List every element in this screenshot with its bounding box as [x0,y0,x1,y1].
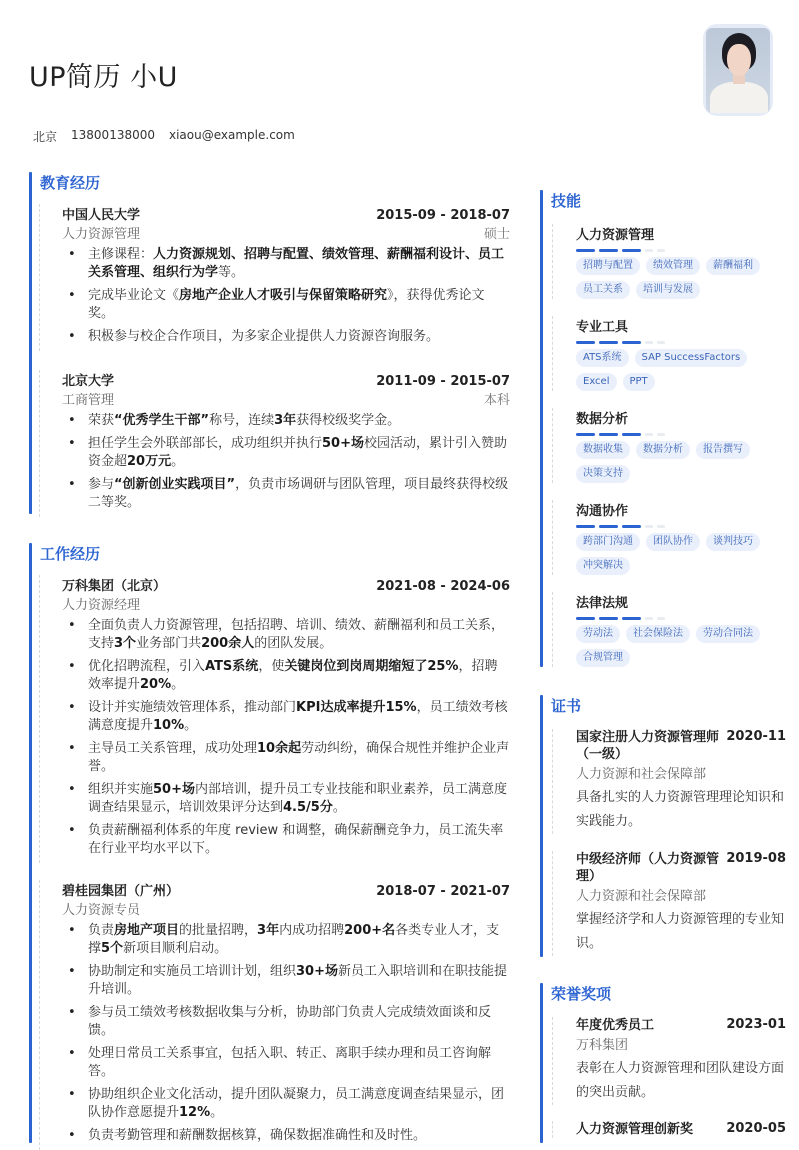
certificate-entry [552,729,786,834]
certificate-entry [552,851,786,956]
contact-phone: 13800138000 [71,128,155,142]
skill-name: 人力资源管理 [576,228,655,243]
work-entry [39,880,510,1150]
award-name: 年度优秀员工 [576,1018,655,1033]
skill-level-bar [576,249,776,252]
certificate-date: 2019-08 [726,851,786,866]
bullet-item: • 负责房地产项目的批量招聘，3年内成功招聘200+名各类专业人才，支撑5个新项目顺利启动。 [88,922,510,958]
skill-tag: 冲突解决 [576,557,630,575]
section-accent-bar [29,172,32,514]
skill-level-bar [576,617,776,620]
education-section [29,172,511,514]
section-title: 证书 [551,697,582,715]
skill-tag: 数据分析 [636,441,690,459]
job-position: 人力资源专员 [62,903,141,918]
award-description: 表彰在人力资源管理和团队建设方面的突出贡献。 [576,1061,785,1100]
work-section [29,543,511,1143]
skill-tag: 员工关系 [576,281,630,299]
bullet-item: • 参与员工绩效考核数据收集与分析，协助部门负责人完成绩效面谈和反馈。 [88,1004,510,1040]
work-date: 2021-08 - 2024-06 [376,579,510,594]
section-title: 技能 [551,192,582,210]
skill-group [552,316,776,391]
bullet-item: • 主导员工关系管理，成功处理10余起劳动纠纷，确保合规性并维护企业声誉。 [88,740,510,776]
company-name: 碧桂园集团（广州） [62,884,180,899]
award-date: 2020-05 [726,1121,786,1136]
skill-tag: 绩效管理 [646,257,700,275]
skill-name: 数据分析 [576,412,629,427]
skill-tag: SAP SuccessFactors [635,349,748,367]
bullet-item: • 优化招聘流程，引入ATS系统，使关键岗位到岗周期缩短了25%，招聘效率提升20%。 [88,658,510,694]
skill-tag: 合规管理 [576,649,630,667]
profile-photo-image [706,28,770,113]
work-bullets [62,617,510,858]
skill-tags [576,625,776,667]
skill-tags [576,533,776,575]
education-date: 2011-09 - 2015-07 [376,374,510,389]
award-date: 2023-01 [726,1017,786,1032]
skill-name: 法律法规 [576,596,629,611]
skill-tag: PPT [623,373,655,391]
degree: 硕士 [483,227,510,242]
bullet-item: • 担任学生会外联部部长，成功组织并执行50+场校园活动，累计引入赞助资金超20万元。 [88,435,510,471]
certificate-name: 中级经济师（人力资源管理） [576,852,720,884]
skill-tag: 劳动法 [576,625,620,643]
certificates-section [540,695,786,957]
skill-tags [576,441,776,483]
candidate-name: UP简历 小U [29,62,178,93]
bullet-item: • 积极参与校企合作项目，为多家企业提供人力资源咨询服务。 [88,328,510,346]
bullet-item: • 协助组织企业文化活动，提升团队凝聚力，员工满意度调查结果显示，团队协作意愿提升12%。 [88,1086,510,1122]
skill-tags [576,257,776,299]
education-date: 2015-09 - 2018-07 [376,208,510,223]
skill-group [552,408,776,483]
skill-tag: 招聘与配置 [576,257,640,275]
skill-level-bar [576,433,776,436]
bullet-item: • 主修课程：人力资源规划、招聘与配置、绩效管理、薪酬福利设计、员工关系管理、组织行为学等。 [88,246,510,282]
skill-tag: 培训与发展 [636,281,700,299]
school-name: 中国人民大学 [62,208,141,223]
skill-tag: 谈判技巧 [706,533,760,551]
skill-group [552,500,776,575]
skill-tag: 数据收集 [576,441,630,459]
skill-group [552,224,776,299]
skill-level-bar [576,341,776,344]
skill-name: 沟通协作 [576,504,629,519]
skill-tag: 社会保险法 [626,625,690,643]
bullet-item: • 负责薪酬福利体系的年度 review 和调整，确保薪酬竞争力，员工流失率在行业平均水平以下。 [88,822,510,858]
certificate-name: 国家注册人力资源管理师（一级） [576,730,720,762]
award-name: 人力资源管理创新奖 [576,1122,694,1137]
education-bullets [62,246,510,346]
education-entry [39,204,510,351]
education-entry [39,370,510,517]
contact-city: 北京 [33,130,58,144]
degree: 本科 [483,393,510,408]
section-accent-bar [29,543,32,1143]
skill-tag: 团队协作 [646,533,700,551]
certificate-description: 具备扎实的人力资源管理理论知识和实践能力。 [576,790,785,829]
certificate-description: 掌握经济学和人力资源管理的专业知识。 [576,912,785,951]
skill-tag: 决策支持 [576,465,630,483]
skill-level-bar [576,525,776,528]
skill-name: 专业工具 [576,320,629,335]
section-title: 荣誉奖项 [551,985,612,1003]
award-issuer: 万科集团 [576,1038,629,1053]
bullet-item: • 全面负责人力资源管理，包括招聘、培训、绩效、薪酬福利和员工关系，支持3个业务部门共200余人的团队发展。 [88,617,510,653]
work-date: 2018-07 - 2021-07 [376,884,510,899]
awards-section [540,983,786,1143]
skill-tag: 薪酬福利 [706,257,760,275]
bullet-item: • 处理日常员工关系事宜，包括入职、转正、离职手续办理和员工咨询解答。 [88,1045,510,1081]
skill-tag: 劳动合同法 [696,625,760,643]
major: 人力资源管理 [62,227,141,242]
certificate-date: 2020-11 [726,729,786,744]
skill-tag: ATS系统 [576,349,629,367]
contact-info [33,128,295,145]
company-name: 万科集团（北京） [62,579,167,594]
bullet-item: • 荣获“优秀学生干部”称号，连续3年获得校级奖学金。 [88,412,510,430]
certificate-issuer: 人力资源和社会保障部 [576,889,707,904]
school-name: 北京大学 [62,374,115,389]
skills-section [540,190,780,667]
bullet-item: • 组织并实施50+场内部培训，提升员工专业技能和职业素养，员工满意度调查结果显示，培训效果评分达到4.5/5分。 [88,781,510,817]
award-entry [552,1017,786,1105]
skill-tag: Excel [576,373,617,391]
bullet-item: • 参与“创新创业实践项目”，负责市场调研与团队管理，项目最终获得校级二等奖。 [88,476,510,512]
job-position: 人力资源经理 [62,598,141,613]
contact-email: xiaou@example.com [169,128,295,142]
section-accent-bar [540,190,543,667]
major: 工商管理 [62,393,115,408]
section-title: 工作经历 [40,545,101,563]
skill-group [552,592,776,667]
bullet-item: • 设计并实施绩效管理体系，推动部门KPI达成率提升15%，员工绩效考核满意度提升10%。 [88,699,510,735]
skill-tag: 跨部门沟通 [576,533,640,551]
certificate-issuer: 人力资源和社会保障部 [576,767,707,782]
profile-photo [703,24,773,116]
bullet-item: • 协助制定和实施员工培训计划，组织30+场新员工入职培训和在职技能提升培训。 [88,963,510,999]
work-entry [39,575,510,863]
skill-tag: 报告撰写 [696,441,750,459]
bullet-item: • 完成毕业论文《房地产企业人才吸引与保留策略研究》，获得优秀论文奖。 [88,287,510,323]
section-accent-bar [540,695,543,957]
section-accent-bar [540,983,543,1143]
skill-tags [576,349,776,391]
section-title: 教育经历 [40,174,101,192]
bullet-item: • 负责考勤管理和薪酬数据核算，确保数据准确性和及时性。 [88,1127,510,1145]
work-bullets [62,922,510,1145]
education-bullets [62,412,510,512]
